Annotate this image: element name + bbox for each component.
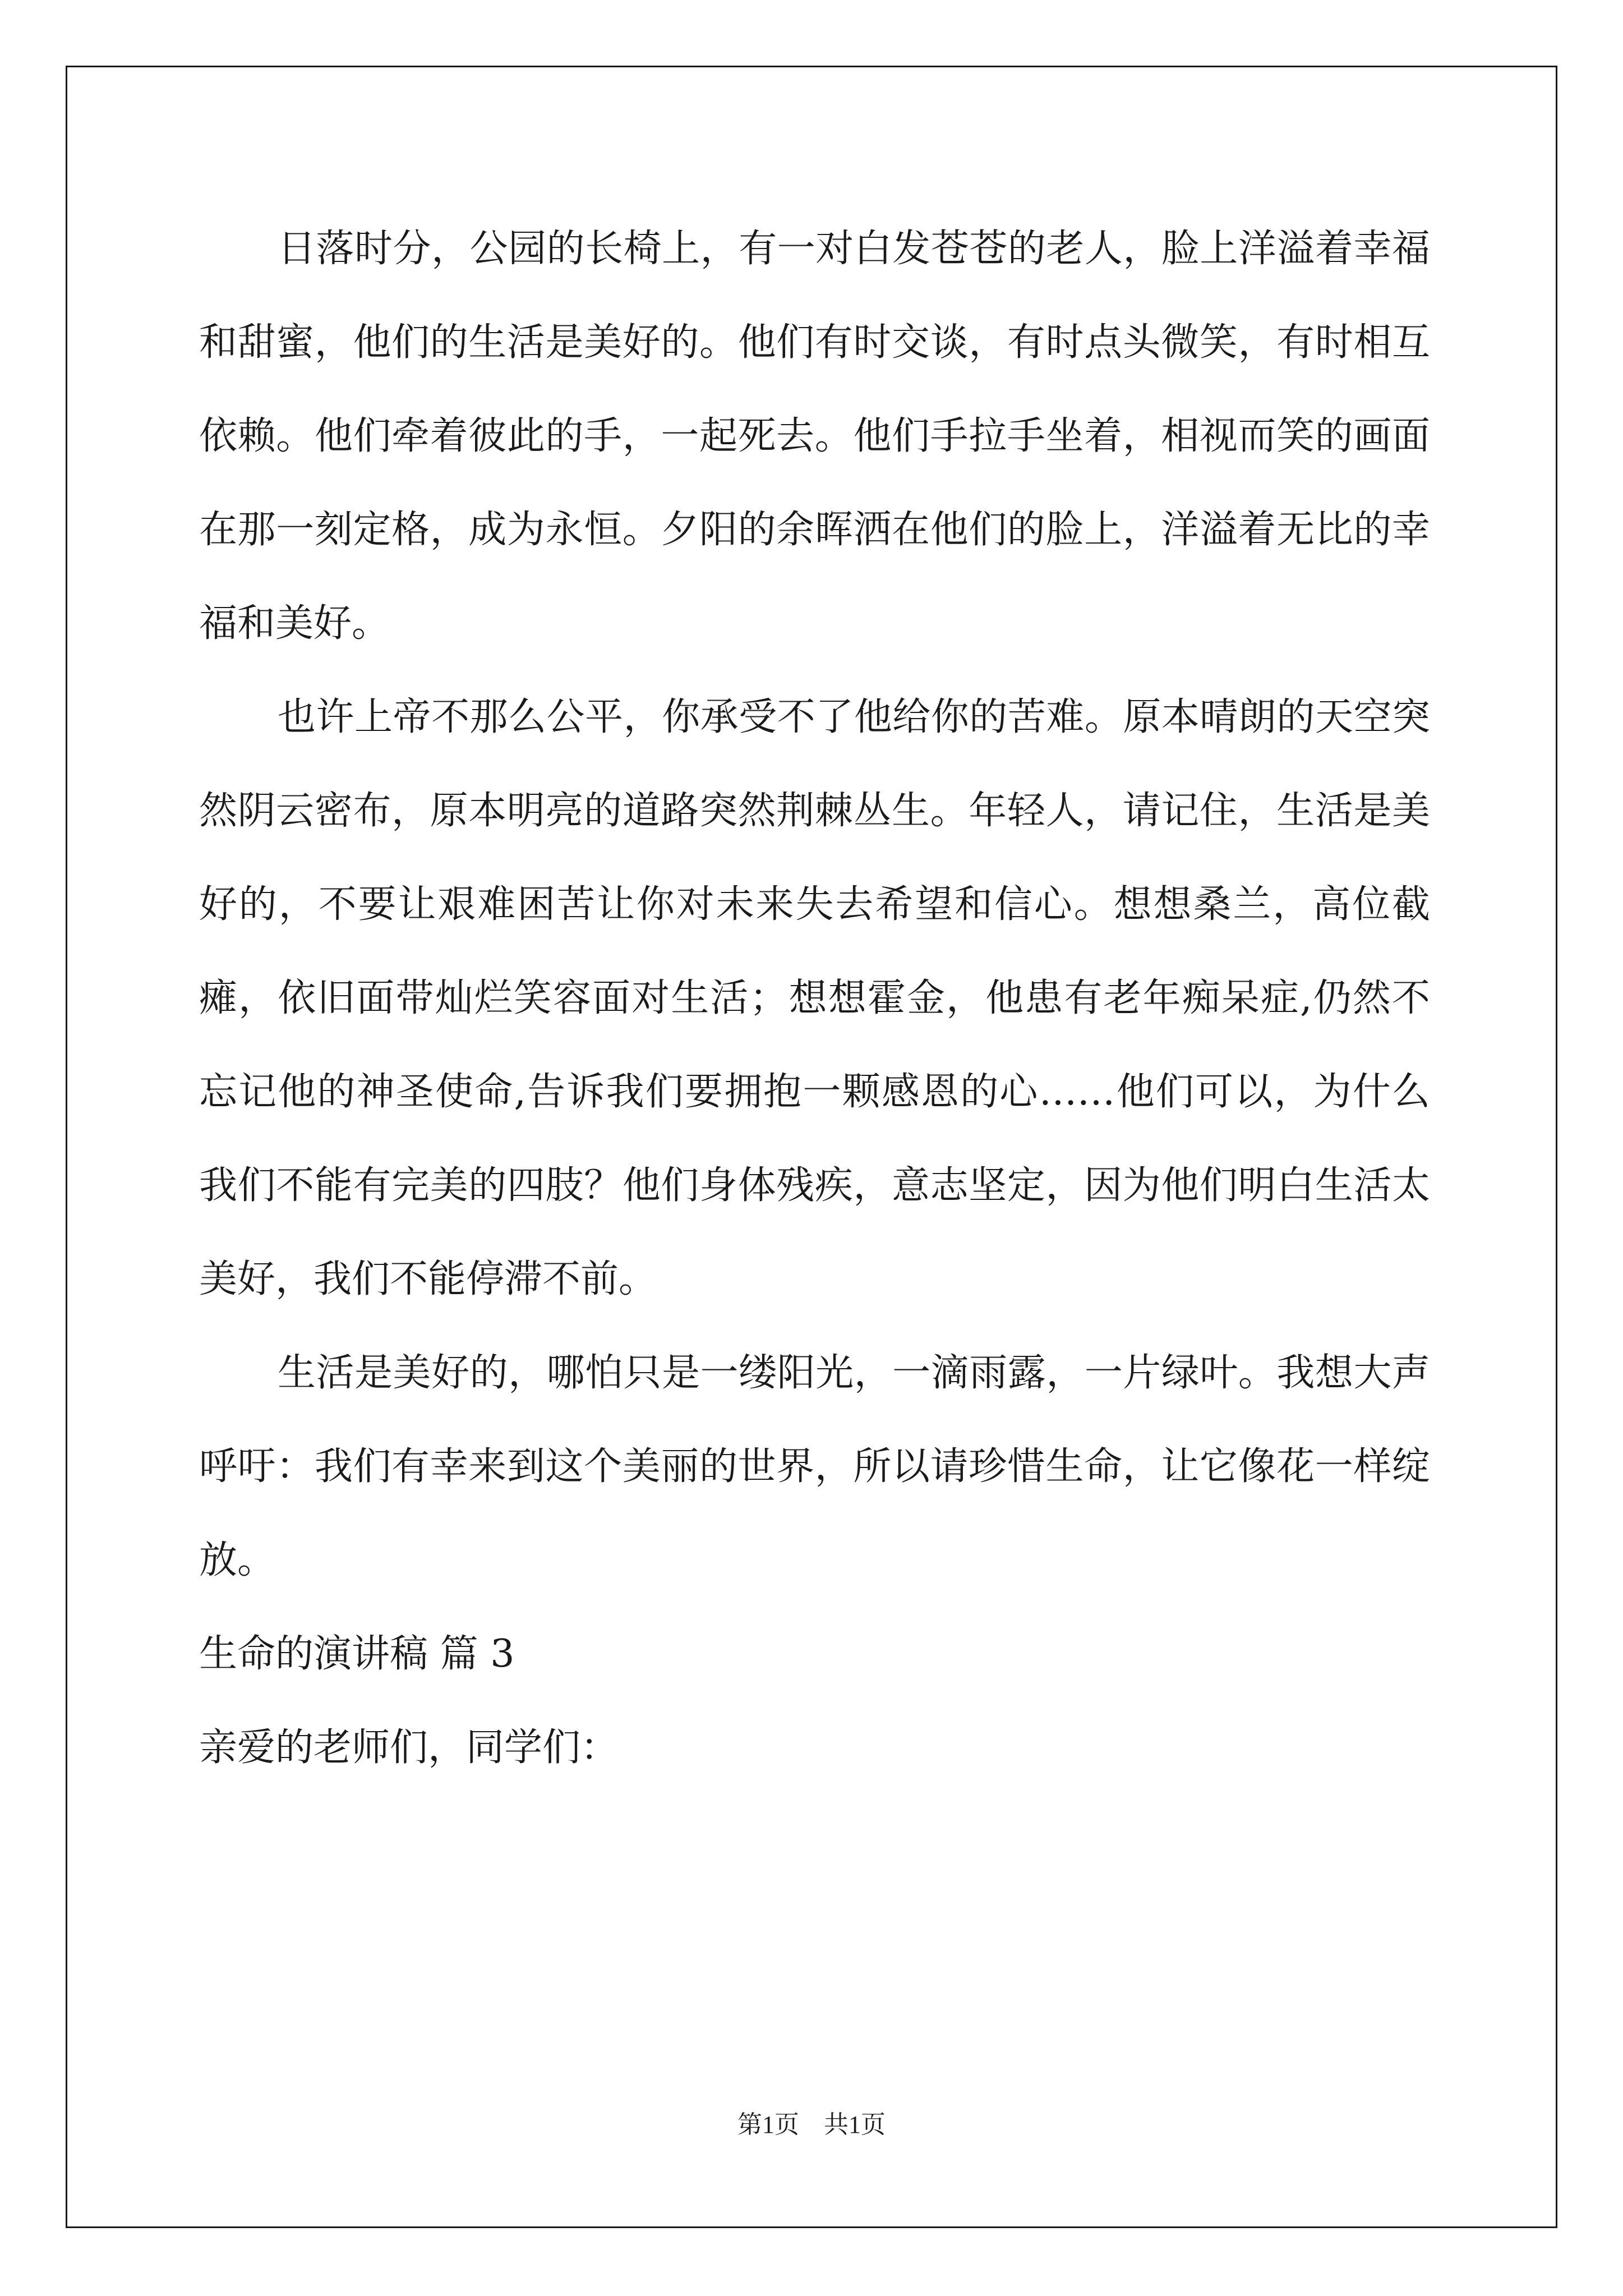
paragraph-3: 生活是美好的，哪怕只是一缕阳光，一滴雨露，一片绿叶。我想大声呼吁：我们有幸来到这个美丽的世界，所以请珍惜生命，让它像花一样绽放。 xyxy=(199,1351,1430,1582)
paragraph-2: 也许上帝不那么公平，你承受不了他给你的苦难。原本晴朗的天空突然阴云密布，原本明亮的道路突然荆棘丛生。年轻人，请记住，生活是美好的，不要让艰难困苦让你对未来失去希望和信心。想想桑兰，高位截瘫，依旧面带灿烂笑容面对生活；想想霍金，他患有老年痴呆症,仍然不忘记他的神圣使命,告诉我们要拥抱一颗感恩的心……他们可以，为什么我们不能有完美的四肢？他们身体残疾，意志坚定，因为他们明白生活太美好，我们不能停滞不前。 xyxy=(199,695,1430,1301)
page-footer: 第1页 共1页 xyxy=(737,2111,886,2138)
section-title: 生命的演讲稿 篇 3 xyxy=(199,1632,515,1676)
document-body xyxy=(199,202,1430,1795)
salutation: 亲爱的老师们，同学们： xyxy=(199,1726,619,1770)
paragraph-1: 日落时分，公园的长椅上，有一对白发苍苍的老人，脸上洋溢着幸福和甜蜜，他们的生活是美好的。他们有时交谈，有时点头微笑，有时相互依赖。他们牵着彼此的手，一起死去。他们手拉手坐着，相视而笑的画面在那一刻定格，成为永恒。夕阳的余晖洒在他们的脸上，洋溢着无比的幸福和美好。 xyxy=(199,227,1430,646)
